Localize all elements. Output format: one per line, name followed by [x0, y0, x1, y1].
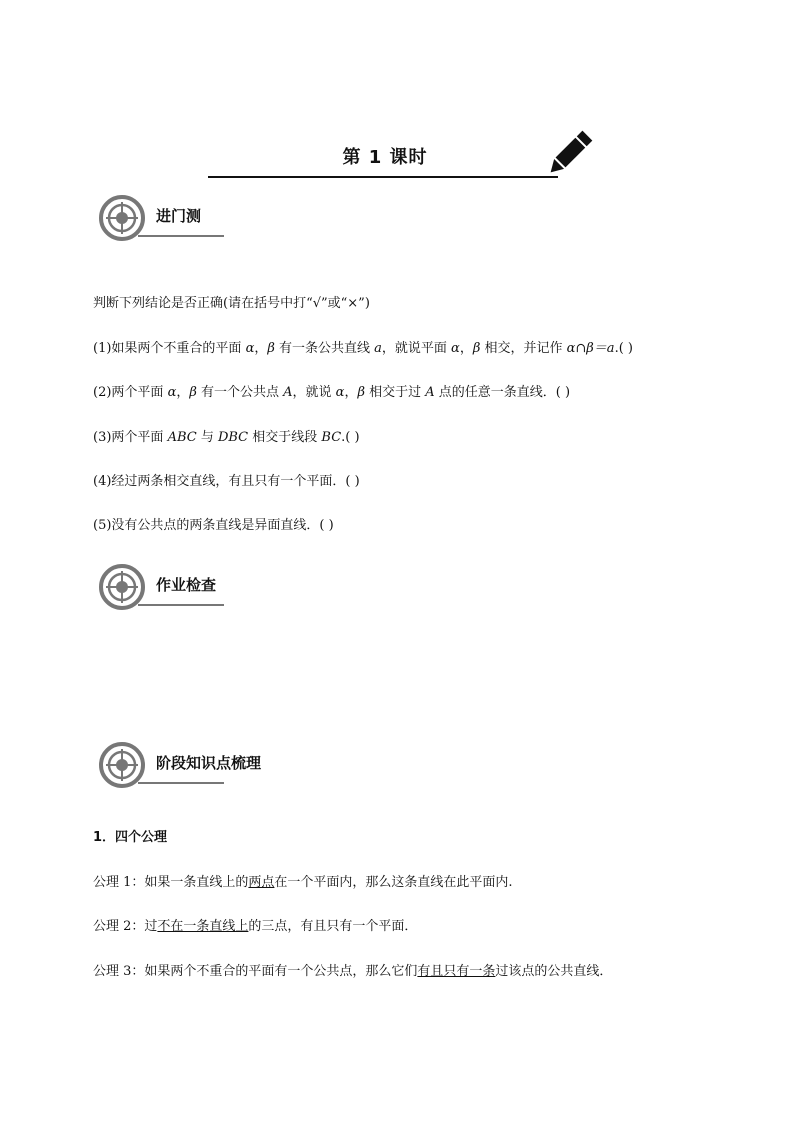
section-underline [138, 782, 224, 784]
pencil-icon [543, 126, 595, 182]
section-underline [138, 604, 224, 606]
section-header-homework-check [98, 563, 226, 611]
axiom-3: 公理 3：如果两个不重合的平面有一个公共点，那么它们有且只有一条过该点的公共直线． [93, 964, 613, 979]
question-4: (4)经过两条相交直线，有且只有一个平面．( ) [93, 474, 360, 489]
section-title: 进门测 [156, 207, 202, 225]
section-title: 阶段知识点梳理 [156, 754, 262, 772]
axiom-2: 公理 2：过不在一条直线上的三点，有且只有一个平面． [93, 919, 418, 934]
intro-text: 判断下列结论是否正确(请在括号中打“√”或“×”) [93, 296, 370, 311]
page-title: 第 1 课时 [342, 147, 428, 168]
title-rule [208, 176, 558, 178]
section-title: 作业检查 [156, 576, 217, 594]
question-1: (1)如果两个不重合的平面 α，β 有一条公共直线 a，就说平面 α，β 相交，并记作 α∩β＝a.( ) [93, 341, 633, 356]
section-header-entry-test [98, 194, 226, 242]
subheading-four-axioms: 1．四个公理 [93, 830, 168, 845]
question-2: (2)两个平面 α，β 有一个公共点 A，就说 α，β 相交于过 A 点的任意一条直线．( ) [93, 385, 571, 400]
section-underline [138, 235, 224, 237]
question-5: (5)没有公共点的两条直线是异面直线．( ) [93, 518, 334, 533]
question-3: (3)两个平面 ABC 与 DBC 相交于线段 BC.( ) [93, 430, 360, 445]
section-header-knowledge-review [98, 741, 262, 789]
axiom-1: 公理 1：如果一条直线上的两点在一个平面内，那么这条直线在此平面内. [93, 875, 513, 890]
